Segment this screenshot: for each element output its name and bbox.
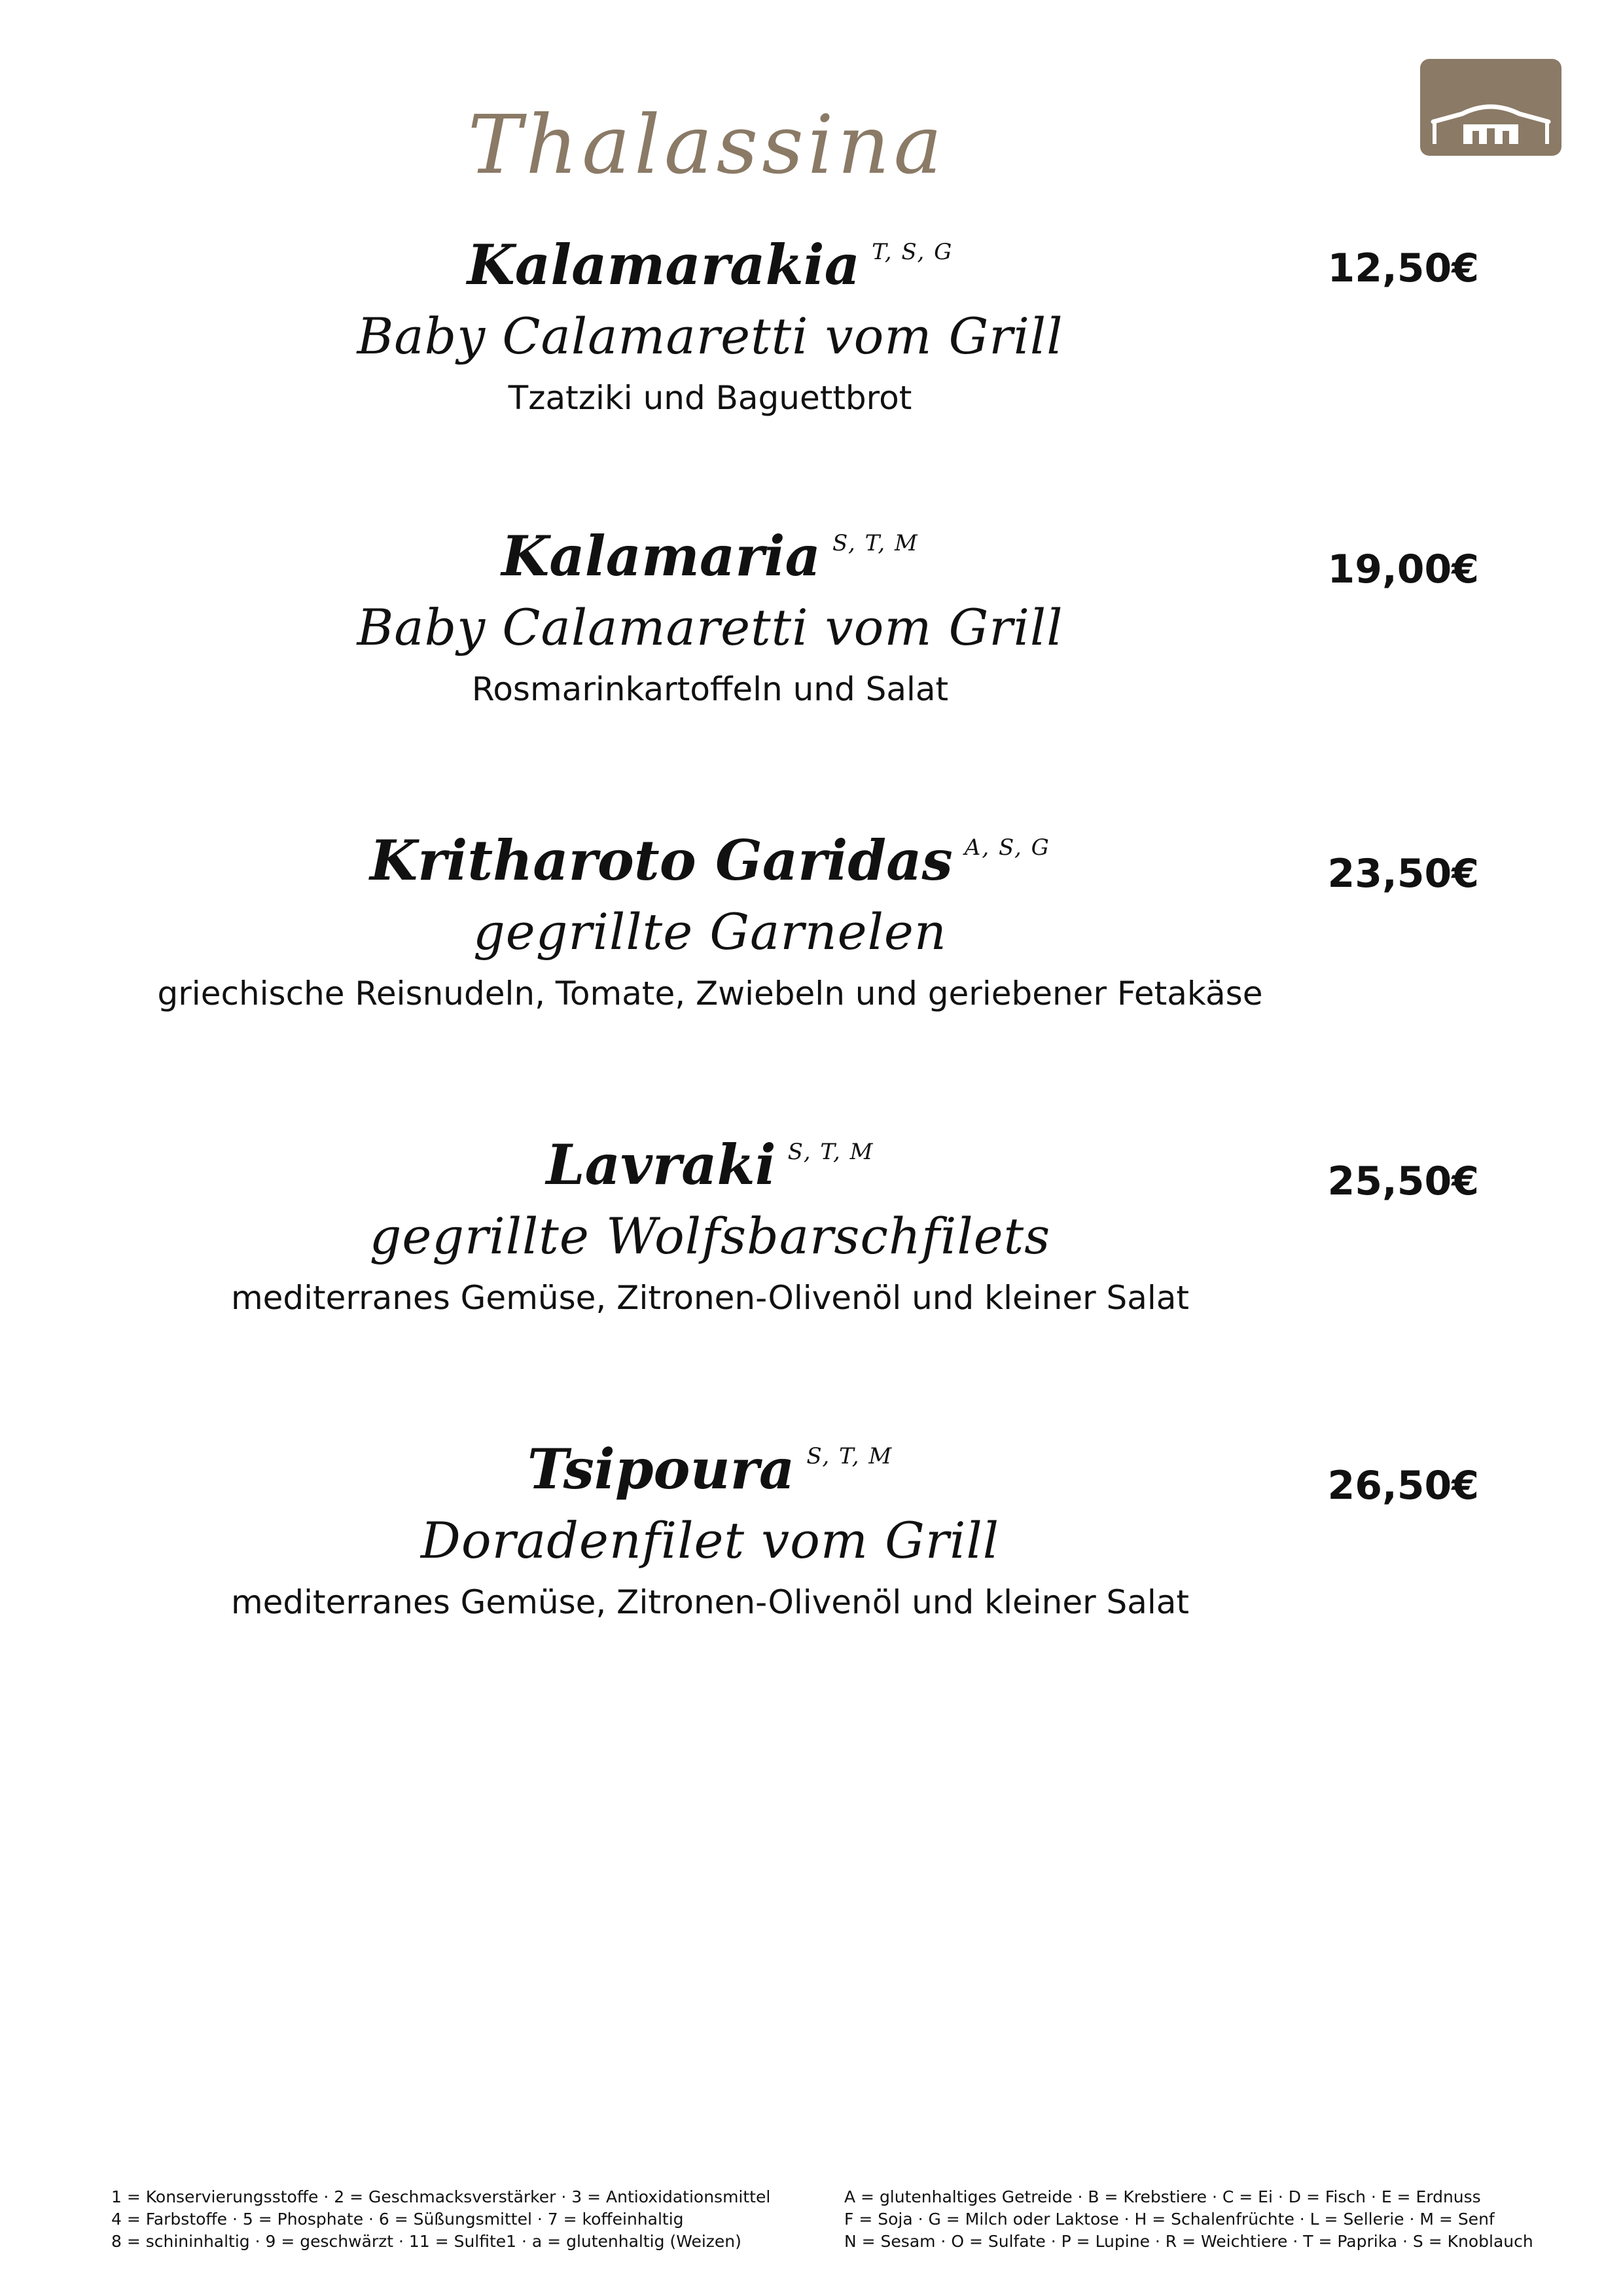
dish-subtitle: Baby Calamaretti vom Grill <box>357 307 1063 365</box>
dish-price: 26,50€ <box>1327 1463 1479 1509</box>
allergens-legend <box>844 2186 1533 2253</box>
legend-line: F = Soja · G = Milch oder Laktose · H = Schalenfrüchte · L = Sellerie · M = Senf <box>844 2210 1495 2229</box>
dish-price: 23,50€ <box>1327 851 1479 897</box>
dish-subtitle: Doradenfilet vom Grill <box>420 1511 1000 1570</box>
dish-name: Kalamarakia <box>467 232 861 297</box>
dish-price: 12,50€ <box>1327 245 1479 291</box>
house-logo-icon <box>1420 59 1561 156</box>
dish-name: Tsipoura <box>527 1437 795 1501</box>
dish-price: 25,50€ <box>1327 1158 1479 1204</box>
legend-line: 8 = schininhaltig · 9 = geschwärzt · 11 = Sulfite1 · a = glutenhaltig (Weizen) <box>111 2232 741 2251</box>
dish-name: Kritharoto Garidas <box>370 828 953 893</box>
dish-description: mediterranes Gemüse, Zitronen-Olivenöl und kleiner Salat <box>230 1279 1190 1317</box>
allergen-codes: T, S, G <box>872 239 954 265</box>
allergen-codes: S, T, M <box>806 1443 893 1469</box>
dish-subtitle: Baby Calamaretti vom Grill <box>357 598 1063 656</box>
restaurant-logo <box>1420 59 1561 156</box>
page-title: Thalassina <box>467 98 946 192</box>
allergen-codes: S, T, M <box>832 530 919 556</box>
allergen-codes: S, T, M <box>787 1139 874 1165</box>
legend-line: N = Sesam · O = Sulfate · P = Lupine · R = Weichtiere · T = Paprika · S = Knoblauch <box>844 2232 1533 2251</box>
dish-price: 19,00€ <box>1327 547 1479 592</box>
dish-name: Lavraki <box>546 1132 776 1197</box>
dish-description: mediterranes Gemüse, Zitronen-Olivenöl und kleiner Salat <box>230 1583 1190 1621</box>
legend-line: 1 = Konservierungsstoffe · 2 = Geschmacksverstärker · 3 = Antioxidationsmittel <box>111 2187 771 2206</box>
dish-description: griechische Reisnudeln, Tomate, Zwiebeln und geriebener Fetakäse <box>157 975 1263 1013</box>
menu-item-kalamaria <box>0 520 1420 715</box>
legend-line: 4 = Farbstoffe · 5 = Phosphate · 6 = Süßungsmittel · 7 = koffeinhaltig <box>111 2210 684 2229</box>
allergen-codes: A, S, G <box>964 834 1050 861</box>
dish-description: Tzatziki und Baguettbrot <box>508 379 912 417</box>
dish-name: Kalamaria <box>501 524 821 588</box>
menu-item-lavraki <box>0 1129 1420 1324</box>
legend-line: A = glutenhaltiges Getreide · B = Krebstiere · C = Ei · D = Fisch · E = Erdnuss <box>844 2187 1481 2206</box>
menu-item-tsipoura <box>0 1433 1420 1628</box>
dish-description: Rosmarinkartoffeln und Salat <box>471 670 949 708</box>
menu-item-kritharoto-garidas <box>0 825 1420 1020</box>
dish-subtitle: gegrillte Garnelen <box>473 903 947 961</box>
menu-item-kalamarakia <box>0 229 1420 424</box>
additives-legend <box>111 2186 857 2253</box>
dish-subtitle: gegrillte Wolfsbarschfilets <box>369 1207 1051 1265</box>
